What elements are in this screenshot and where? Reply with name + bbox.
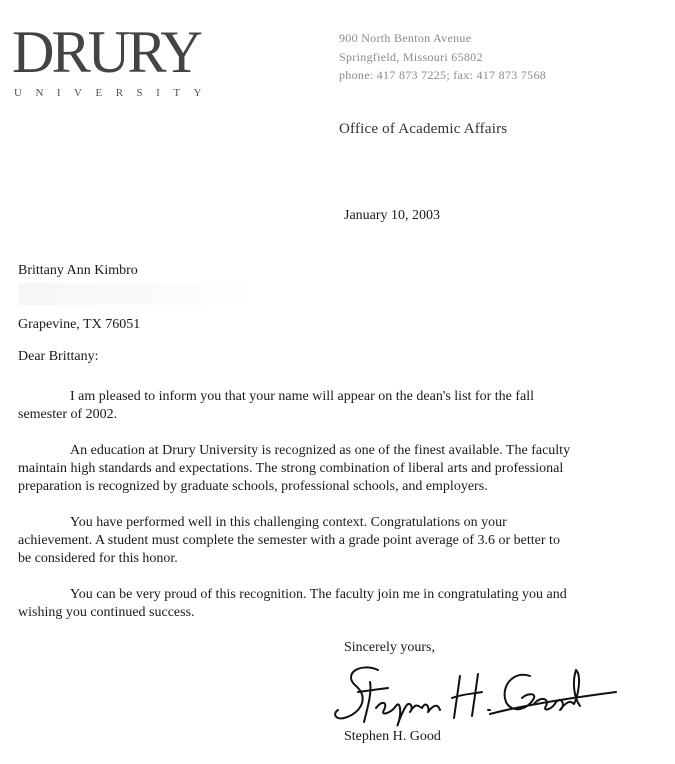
paragraph-line: I am pleased to inform you that your name will appear on the dean's list for the fall: [70, 389, 534, 404]
valediction: Sincerely yours,: [344, 640, 435, 655]
body-paragraph-4: [18, 586, 663, 622]
office-name: Office of Academic Affairs: [339, 121, 508, 137]
paragraph-line: wishing you continued success.: [18, 605, 195, 620]
redacted-street-address: [18, 283, 258, 305]
university-logo-wordmark: DRURY: [12, 19, 200, 85]
body-paragraph-2: [18, 442, 663, 496]
address-street: 900 North Benton Avenue: [339, 31, 472, 45]
signer-name: Stephen H. Good: [344, 729, 441, 744]
body-paragraph-3: [18, 514, 663, 568]
recipient-name: Brittany Ann Kimbro: [18, 263, 138, 278]
address-phone-fax: phone: 417 873 7225; fax: 417 873 7568: [339, 68, 547, 82]
paragraph-line: achievement. A student must complete the semester with a grade point average of 3.6 or better to: [18, 533, 560, 548]
address-city: Springfield, Missouri 65802: [339, 50, 483, 64]
paragraph-line: maintain high standards and expectations. The strong combination of liberal arts and professional: [18, 461, 564, 476]
paragraph-line: You have performed well in this challenging context. Congratulations on your: [70, 515, 507, 530]
paragraph-line: You can be very proud of this recognition. The faculty join me in congratulating you and: [70, 587, 567, 602]
university-logo-subtitle: UNIVERSITY: [14, 87, 215, 99]
paragraph-line: be considered for this honor.: [18, 551, 178, 566]
salutation: Dear Brittany:: [18, 349, 99, 364]
paragraph-line: semester of 2002.: [18, 407, 118, 422]
letter-date: January 10, 2003: [344, 208, 441, 223]
handwritten-signature: [330, 652, 620, 732]
paragraph-line: An education at Drury University is recognized as one of the finest available. The faculty: [70, 443, 571, 458]
body-paragraph-1: [18, 388, 663, 424]
paragraph-line: preparation is recognized by graduate schools, professional schools, and employers.: [18, 479, 488, 494]
recipient-city-line: Grapevine, TX 76051: [18, 317, 141, 332]
